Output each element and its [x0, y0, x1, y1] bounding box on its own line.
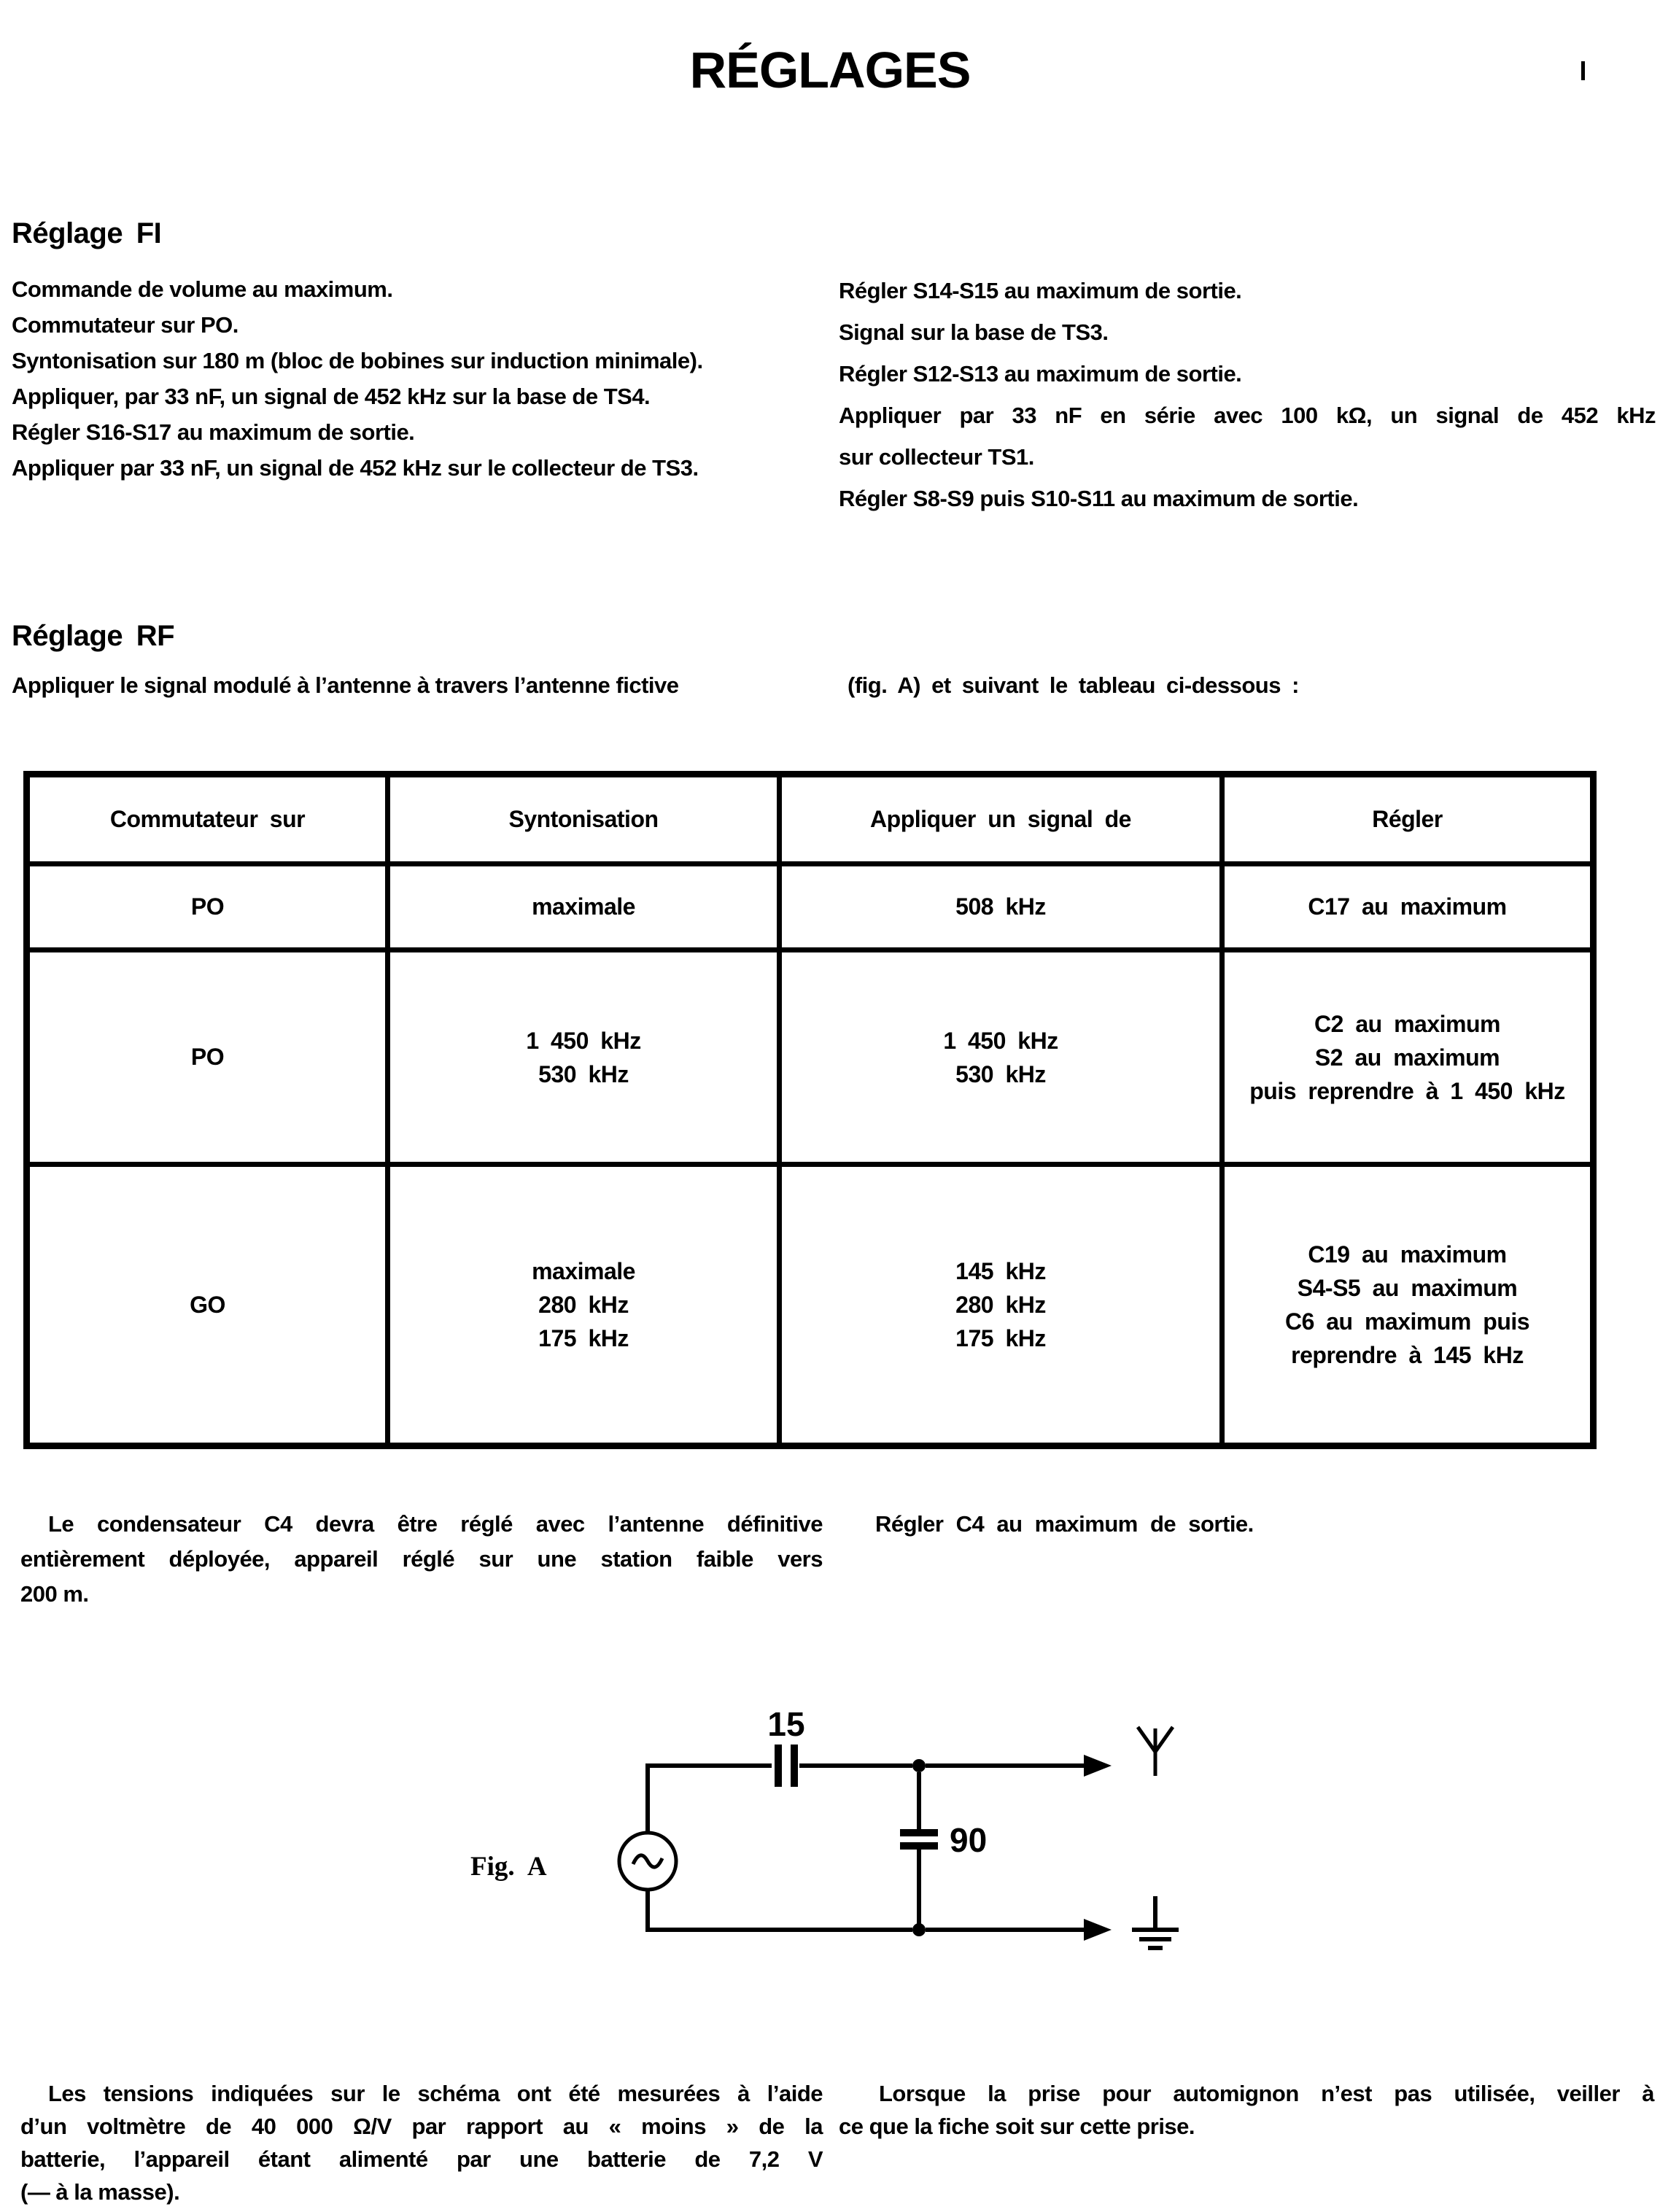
cell-tuning-stack: [388, 950, 780, 1165]
cell-switch: PO: [27, 864, 388, 950]
cell-signal: 280 kHz: [955, 1292, 1046, 1318]
cell-tuning: 175 kHz: [538, 1325, 629, 1351]
arrowhead-icon: [1084, 1755, 1112, 1777]
note-line: Lorsque la prise pour automignon n’est pas utilisée, veiller à: [879, 2081, 1654, 2106]
cell-signal: 530 kHz: [955, 1060, 1046, 1087]
rf-intro-text: Appliquer le signal modulé à l’antenne à travers l’antenne fictive: [12, 672, 679, 698]
cell-signal-stack: [780, 1165, 1222, 1446]
instruction-line: Régler S8-S9 puis S10-S11 au maximum de sortie.: [839, 486, 1359, 511]
cell-adjust-line: S2 au maximum: [1314, 1044, 1500, 1071]
cell-tuning: 1 450 kHz: [526, 1027, 641, 1054]
cell-adjust: [1225, 1041, 1590, 1108]
fi-instructions-left-column: [12, 271, 832, 486]
instruction-line: Appliquer, par 33 nF, un signal de 452 kHz sur la base de TS4.: [12, 384, 651, 409]
cell-switch: PO: [27, 950, 388, 1165]
instruction-line: sur collecteur TS1.: [839, 444, 1034, 470]
table-row: [27, 864, 1594, 950]
shunt-capacitor-value-label: 90: [950, 1821, 988, 1859]
cell-adjust: S4-S5 au maximum: [1297, 1275, 1518, 1301]
instruction-line: Appliquer par 33 nF en série avec 100 kΩ, un signal de 452 kHz: [839, 403, 1656, 428]
cell-tuning: 280 kHz: [538, 1292, 629, 1318]
table-row-group-po: [27, 950, 1594, 1165]
instruction-line: Commande de volume au maximum.: [12, 276, 393, 302]
cell-adjust: C2 au maximum: [1314, 1010, 1500, 1037]
page-title: RÉGLAGES: [689, 42, 971, 98]
note-line: batterie, l’appareil étant alimenté par une batterie de 7,2 V: [20, 2146, 823, 2172]
section-heading-reglage-fi: Réglage FI: [12, 217, 162, 249]
cell-switch: GO: [27, 1165, 388, 1446]
column-header-signal: Appliquer un signal de: [780, 775, 1222, 864]
shunt-capacitor-icon: [900, 1833, 938, 1846]
cell-adjust-line: puis reprendre à 1 450 kHz: [1249, 1077, 1565, 1104]
instruction-line: Appliquer par 33 nF, un signal de 452 kHz sur le collecteur de TS3.: [12, 455, 699, 481]
note-line: d’un voltmètre de 40 000 Ω/V par rapport au « moins » de la: [20, 2114, 823, 2139]
cell-tuning: maximale: [532, 1258, 635, 1284]
column-header-syntonisation: Syntonisation: [388, 775, 780, 864]
rf-intro-figure-reference: (fig. A) et suivant le tableau ci-dessous :: [848, 672, 1299, 698]
cell-adjust-line: C6 au maximum puis: [1284, 1308, 1530, 1335]
cell-signal-stack: [780, 950, 1222, 1165]
signal-generator-icon: [619, 1833, 676, 1890]
junction-dot: [912, 1923, 926, 1936]
c4-instruction: Régler C4 au maximum de sortie.: [875, 1511, 1254, 1537]
instruction-line: Syntonisation sur 180 m (bloc de bobines sur induction minimale).: [12, 348, 703, 373]
voltage-note-paragraph: [20, 2077, 823, 2208]
cell-adjust: C17 au maximum: [1222, 864, 1594, 950]
cell-tuning-stack: [388, 1165, 780, 1446]
junction-dot: [912, 1759, 926, 1772]
instruction-line: Commutateur sur PO.: [12, 312, 238, 338]
cell-signal: 508 kHz: [780, 864, 1222, 950]
arrowhead-icon: [1084, 1919, 1112, 1941]
antenna-icon: [1138, 1727, 1173, 1776]
cell-tuning: maximale: [388, 864, 780, 950]
section-heading-reglage-rf: Réglage RF: [12, 620, 175, 652]
c4-note-paragraph: [20, 1507, 823, 1612]
cell-adjust-stack: [1222, 950, 1594, 1165]
column-header-regler: Régler: [1222, 775, 1594, 864]
rf-adjustment-table: [23, 771, 1597, 1449]
circuit-wire: [648, 1766, 1084, 1930]
cell-adjust-line: reprendre à 145 kHz: [1291, 1342, 1524, 1368]
table-row-group-go: [27, 1165, 1594, 1446]
cell-adjust-stack: [1222, 1165, 1594, 1446]
automignon-note-paragraph: [839, 2077, 1654, 2143]
instruction-line: Signal sur la base de TS3.: [839, 319, 1109, 345]
note-line: Les tensions indiquées sur le schéma ont été mesurées à l’aide: [48, 2081, 823, 2106]
instruction-line: Régler S14-S15 au maximum de sortie.: [839, 278, 1242, 303]
cell-signal: 145 kHz: [955, 1258, 1046, 1284]
instruction-line: Régler S16-S17 au maximum de sortie.: [12, 419, 415, 445]
fi-instructions-right-column: [839, 270, 1656, 519]
figure-caption: Fig. A: [470, 1852, 547, 1882]
dummy-antenna-circuit-figure: [438, 1677, 1313, 2006]
cell-signal: 175 kHz: [955, 1325, 1046, 1351]
cell-signal: 1 450 kHz: [943, 1027, 1058, 1054]
table-header-row: [27, 775, 1594, 864]
scan-artifact: [1581, 61, 1585, 80]
note-line: ce que la fiche soit sur cette prise.: [839, 2114, 1195, 2139]
cell-tuning: 530 kHz: [538, 1060, 629, 1087]
column-header-commutateur: Commutateur sur: [27, 775, 388, 864]
ground-icon: [1132, 1896, 1179, 1948]
series-capacitor-icon: [778, 1745, 794, 1787]
note-line: (— à la masse).: [20, 2179, 180, 2205]
series-capacitor-value-label: 15: [767, 1705, 805, 1743]
note-line: 200 m.: [20, 1581, 89, 1607]
cell-adjust: C19 au maximum: [1308, 1241, 1507, 1268]
instruction-line: Régler S12-S13 au maximum de sortie.: [839, 361, 1242, 387]
note-line: entièrement déployée, appareil réglé sur une station faible vers: [20, 1546, 823, 1572]
cell-adjust: [1225, 1305, 1590, 1372]
note-line: Le condensateur C4 devra être réglé avec l’antenne définitive: [48, 1511, 823, 1537]
